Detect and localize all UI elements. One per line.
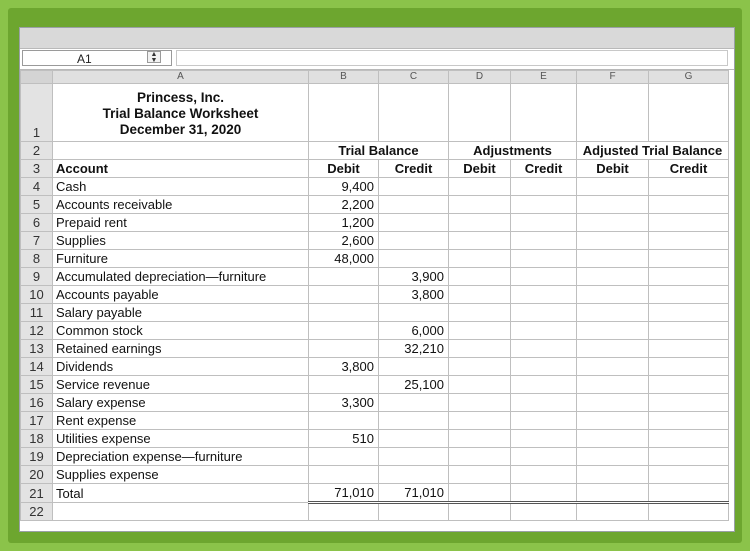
company-name: Princess, Inc. [136, 90, 225, 105]
column-header-a[interactable]: A [53, 71, 309, 84]
account-name-cell[interactable]: Retained earnings [53, 340, 309, 358]
cell[interactable] [577, 340, 649, 358]
cell[interactable] [511, 84, 577, 142]
row-header[interactable]: 7 [21, 232, 53, 250]
table-row [21, 304, 729, 322]
tb-debit-cell[interactable] [309, 286, 379, 304]
tb-credit-cell[interactable] [379, 178, 449, 196]
tb-debit-cell[interactable]: 1,200 [309, 214, 379, 232]
worksheet-date: December 31, 2020 [119, 122, 242, 137]
table-row [21, 178, 729, 196]
tb-debit-cell[interactable]: 510 [309, 430, 379, 448]
cell[interactable] [449, 412, 511, 430]
cell[interactable] [449, 484, 511, 503]
cell[interactable] [577, 178, 649, 196]
cell[interactable] [511, 394, 577, 412]
cell[interactable] [577, 394, 649, 412]
table-row [21, 376, 729, 394]
tb-debit-cell[interactable]: 3,800 [309, 358, 379, 376]
cell[interactable] [577, 196, 649, 214]
cell[interactable] [449, 286, 511, 304]
account-name-cell[interactable]: Accumulated depreciation—furniture [53, 268, 309, 286]
cell[interactable] [649, 250, 729, 268]
account-name-cell[interactable]: Furniture [53, 250, 309, 268]
table-row [21, 503, 729, 521]
row-header[interactable]: 16 [21, 394, 53, 412]
cell[interactable] [649, 214, 729, 232]
cell[interactable] [649, 430, 729, 448]
row-header[interactable]: 6 [21, 214, 53, 232]
row-header[interactable]: 4 [21, 178, 53, 196]
account-name-cell[interactable]: Salary expense [53, 394, 309, 412]
cell[interactable] [449, 466, 511, 484]
cell[interactable] [577, 250, 649, 268]
formula-input[interactable] [176, 50, 728, 66]
cell[interactable] [577, 322, 649, 340]
adj-credit-header[interactable]: Credit [511, 160, 577, 178]
cell[interactable] [511, 286, 577, 304]
cell[interactable] [449, 448, 511, 466]
account-name-cell[interactable]: Utilities expense [53, 430, 309, 448]
row-header[interactable]: 3 [21, 160, 53, 178]
cell[interactable] [649, 286, 729, 304]
cell[interactable] [379, 503, 449, 521]
cell[interactable] [577, 84, 649, 142]
cell[interactable] [577, 484, 649, 503]
account-name-cell[interactable]: Cash [53, 178, 309, 196]
table-row [21, 84, 729, 142]
tb-debit-cell[interactable]: 3,300 [309, 394, 379, 412]
account-name-cell[interactable]: Common stock [53, 322, 309, 340]
trial-balance-header[interactable]: Trial Balance [309, 142, 449, 160]
select-all-corner[interactable] [21, 71, 53, 84]
column-header-c[interactable]: C [379, 71, 449, 84]
spreadsheet-window [19, 27, 735, 532]
column-header-d[interactable]: D [449, 71, 511, 84]
cell[interactable] [577, 232, 649, 250]
account-name-cell[interactable]: Rent expense [53, 412, 309, 430]
cell[interactable] [649, 304, 729, 322]
cell[interactable] [649, 412, 729, 430]
cell[interactable] [649, 268, 729, 286]
tb-debit-cell[interactable] [309, 268, 379, 286]
cell[interactable] [511, 484, 577, 503]
tb-credit-cell[interactable] [379, 412, 449, 430]
tb-credit-total[interactable]: 71,010 [379, 484, 449, 503]
cell[interactable] [649, 448, 729, 466]
tb-credit-cell[interactable] [379, 358, 449, 376]
atb-debit-header[interactable]: Debit [577, 160, 649, 178]
cell[interactable] [511, 196, 577, 214]
tb-debit-cell[interactable]: 2,600 [309, 232, 379, 250]
row-header[interactable]: 8 [21, 250, 53, 268]
cell[interactable] [511, 268, 577, 286]
account-name-cell[interactable]: Service revenue [53, 376, 309, 394]
cell[interactable] [649, 232, 729, 250]
cell[interactable] [649, 376, 729, 394]
cell[interactable] [649, 358, 729, 376]
tb-debit-cell[interactable] [309, 466, 379, 484]
account-name-cell[interactable]: Supplies expense [53, 466, 309, 484]
cell[interactable] [511, 376, 577, 394]
column-header-g[interactable]: G [649, 71, 729, 84]
table-row [21, 142, 729, 160]
cell[interactable] [53, 503, 309, 521]
table-row [21, 412, 729, 430]
tb-credit-cell[interactable] [379, 430, 449, 448]
table-row [21, 322, 729, 340]
cell[interactable] [649, 466, 729, 484]
tb-credit-cell[interactable]: 6,000 [379, 322, 449, 340]
tb-credit-cell[interactable] [379, 232, 449, 250]
cell[interactable] [511, 322, 577, 340]
cell[interactable] [577, 304, 649, 322]
tb-debit-cell[interactable]: 48,000 [309, 250, 379, 268]
cell[interactable] [577, 430, 649, 448]
tb-debit-header[interactable]: Debit [309, 160, 379, 178]
cell[interactable] [309, 84, 379, 142]
table-row [21, 466, 729, 484]
tb-credit-cell[interactable] [379, 448, 449, 466]
row-header[interactable]: 1 [21, 84, 53, 142]
tb-debit-total[interactable]: 71,010 [309, 484, 379, 503]
cell[interactable] [449, 340, 511, 358]
cell[interactable] [449, 250, 511, 268]
table-row [21, 160, 729, 178]
cell[interactable] [511, 448, 577, 466]
tb-credit-cell[interactable] [379, 250, 449, 268]
row-header[interactable]: 18 [21, 430, 53, 448]
row-header[interactable]: 15 [21, 376, 53, 394]
cell[interactable] [511, 412, 577, 430]
cell[interactable] [449, 376, 511, 394]
cell[interactable] [511, 178, 577, 196]
cell[interactable] [379, 84, 449, 142]
cell[interactable] [511, 503, 577, 521]
cell[interactable] [511, 466, 577, 484]
table-row [21, 250, 729, 268]
cell[interactable] [649, 394, 729, 412]
tb-debit-cell[interactable] [309, 376, 379, 394]
account-name-cell[interactable]: Accounts payable [53, 286, 309, 304]
tb-debit-cell[interactable]: 9,400 [309, 178, 379, 196]
worksheet-grid [20, 70, 729, 521]
cell[interactable] [511, 250, 577, 268]
cell[interactable] [449, 84, 511, 142]
row-header[interactable]: 20 [21, 466, 53, 484]
tb-debit-cell[interactable] [309, 412, 379, 430]
tb-debit-cell[interactable] [309, 322, 379, 340]
row-header[interactable]: 13 [21, 340, 53, 358]
cell[interactable] [649, 503, 729, 521]
cell[interactable] [449, 196, 511, 214]
tb-credit-cell[interactable] [379, 304, 449, 322]
account-name-cell[interactable]: Prepaid rent [53, 214, 309, 232]
cell[interactable] [577, 376, 649, 394]
table-row [21, 232, 729, 250]
table-row [21, 358, 729, 376]
tb-debit-cell[interactable] [309, 340, 379, 358]
tb-credit-cell[interactable]: 3,900 [379, 268, 449, 286]
cell[interactable] [577, 268, 649, 286]
name-box-spinner-icon[interactable]: ▲ ▼ [147, 51, 161, 63]
column-header-row [21, 71, 729, 84]
atb-credit-header[interactable]: Credit [649, 160, 729, 178]
table-row [21, 448, 729, 466]
table-row [21, 430, 729, 448]
tb-debit-cell[interactable] [309, 448, 379, 466]
row-header[interactable]: 11 [21, 304, 53, 322]
total-row [21, 484, 729, 503]
tb-credit-cell[interactable] [379, 394, 449, 412]
tb-debit-cell[interactable] [309, 304, 379, 322]
adjusted-trial-balance-header[interactable]: Adjusted Trial Balance [577, 142, 729, 160]
cell[interactable] [577, 286, 649, 304]
name-box[interactable]: A1 [22, 50, 172, 66]
row-header[interactable]: 2 [21, 142, 53, 160]
row-header[interactable]: 9 [21, 268, 53, 286]
table-row [21, 214, 729, 232]
tb-credit-cell[interactable] [379, 214, 449, 232]
row-header[interactable]: 22 [21, 503, 53, 521]
cell[interactable] [511, 340, 577, 358]
row-header[interactable]: 21 [21, 484, 53, 503]
cell[interactable] [449, 214, 511, 232]
cell[interactable] [309, 503, 379, 521]
cell[interactable] [649, 322, 729, 340]
cell[interactable] [449, 394, 511, 412]
cell[interactable] [577, 214, 649, 232]
cell[interactable] [577, 503, 649, 521]
account-name-cell[interactable]: Supplies [53, 232, 309, 250]
cell[interactable] [511, 430, 577, 448]
adjustments-header[interactable]: Adjustments [449, 142, 577, 160]
table-row [21, 286, 729, 304]
formula-bar [20, 49, 734, 70]
account-column-header[interactable]: Account [53, 160, 309, 178]
row-header[interactable]: 5 [21, 196, 53, 214]
table-row [21, 394, 729, 412]
tb-credit-cell[interactable]: 25,100 [379, 376, 449, 394]
cell[interactable] [577, 466, 649, 484]
account-name-cell[interactable]: Salary payable [53, 304, 309, 322]
total-label-cell[interactable]: Total [53, 484, 309, 503]
worksheet-title: Trial Balance Worksheet [102, 106, 259, 121]
cell[interactable] [449, 503, 511, 521]
table-row [21, 340, 729, 358]
column-header-e[interactable]: E [511, 71, 577, 84]
cell[interactable] [649, 196, 729, 214]
account-name-cell[interactable]: Depreciation expense—furniture [53, 448, 309, 466]
cell[interactable] [449, 358, 511, 376]
adj-debit-header[interactable]: Debit [449, 160, 511, 178]
cell[interactable] [53, 142, 309, 160]
tb-credit-cell[interactable]: 32,210 [379, 340, 449, 358]
cell[interactable] [649, 84, 729, 142]
row-header[interactable]: 12 [21, 322, 53, 340]
cell[interactable] [577, 358, 649, 376]
tb-credit-cell[interactable]: 3,800 [379, 286, 449, 304]
account-name-cell[interactable]: Dividends [53, 358, 309, 376]
table-row [21, 268, 729, 286]
column-header-f[interactable]: F [577, 71, 649, 84]
row-header[interactable]: 14 [21, 358, 53, 376]
cell[interactable] [449, 304, 511, 322]
cell[interactable] [649, 178, 729, 196]
cell[interactable] [449, 322, 511, 340]
row-header[interactable]: 17 [21, 412, 53, 430]
title-cell[interactable] [53, 84, 309, 142]
cell[interactable] [449, 232, 511, 250]
cell[interactable] [511, 232, 577, 250]
row-header[interactable]: 10 [21, 286, 53, 304]
cell[interactable] [649, 484, 729, 503]
tb-credit-cell[interactable] [379, 466, 449, 484]
cell[interactable] [449, 430, 511, 448]
cell[interactable] [449, 268, 511, 286]
cell[interactable] [577, 412, 649, 430]
table-row [21, 196, 729, 214]
account-name-cell[interactable]: Accounts receivable [53, 196, 309, 214]
cell[interactable] [449, 178, 511, 196]
cell[interactable] [511, 358, 577, 376]
cell[interactable] [577, 448, 649, 466]
column-header-b[interactable]: B [309, 71, 379, 84]
tb-credit-header[interactable]: Credit [379, 160, 449, 178]
cell[interactable] [511, 214, 577, 232]
tb-debit-cell[interactable]: 2,200 [309, 196, 379, 214]
row-header[interactable]: 19 [21, 448, 53, 466]
cell[interactable] [649, 340, 729, 358]
tb-credit-cell[interactable] [379, 196, 449, 214]
cell[interactable] [511, 304, 577, 322]
title-bar [20, 28, 734, 49]
